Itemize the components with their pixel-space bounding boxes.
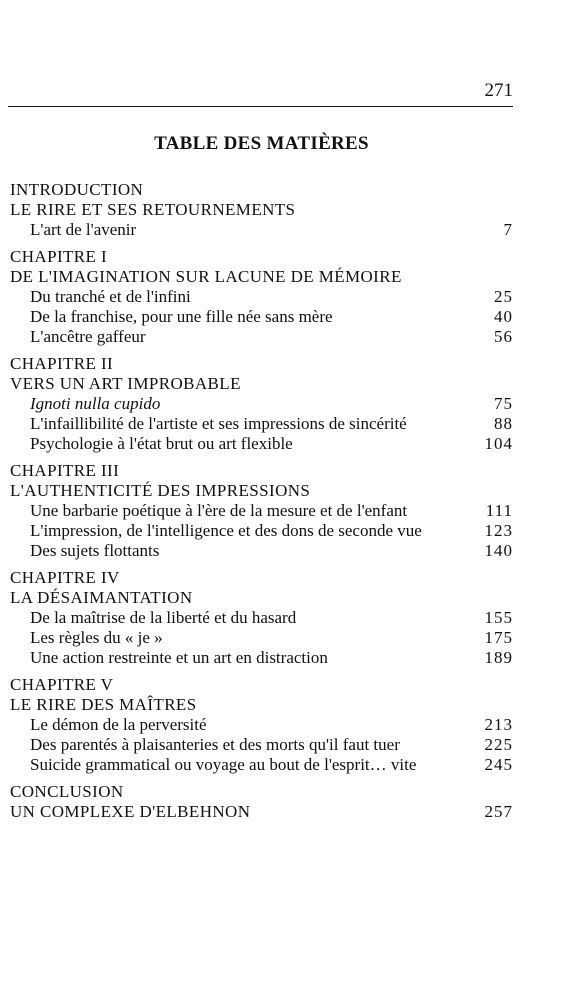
toc-section-chapter-3	[10, 461, 513, 561]
entry-page: 175	[484, 628, 513, 647]
entry-page: 257	[484, 802, 513, 821]
section-subtitle: UN COMPLEXE D'ELBEHNON	[10, 802, 251, 821]
entry-page: 140	[484, 541, 513, 560]
entry-page: 189	[484, 648, 513, 667]
entry-title: De la franchise, pour une fille née sans mère	[30, 307, 333, 326]
toc-entry[interactable]	[10, 521, 513, 541]
entry-title: Du tranché et de l'infini	[30, 287, 191, 306]
toc-entry[interactable]	[10, 628, 513, 648]
entry-page: 25	[494, 287, 513, 306]
entry-page: 56	[494, 327, 513, 346]
entry-title: Une action restreinte et un art en distraction	[30, 648, 328, 667]
entry-page: 213	[484, 715, 513, 734]
toc-entry[interactable]	[10, 501, 513, 521]
entry-title: Les règles du « je »	[30, 628, 163, 647]
entry-page: 7	[503, 220, 513, 239]
toc-section-chapter-5	[10, 675, 513, 775]
toc-section-chapter-4	[10, 568, 513, 668]
entry-title: Une barbarie poétique à l'ère de la mesure et de l'enfant	[30, 501, 408, 520]
entry-page: 40	[494, 307, 513, 326]
entry-title: Le démon de la perversité	[30, 715, 207, 734]
section-heading: INTRODUCTION	[10, 180, 144, 199]
toc-entry[interactable]	[10, 307, 513, 327]
page-number: 271	[484, 80, 513, 101]
section-subtitle: VERS UN ART IMPROBABLE	[10, 374, 241, 393]
toc-entry[interactable]	[10, 434, 513, 454]
entry-page: 225	[484, 735, 513, 754]
page-title: TABLE DES MATIÈRES	[154, 133, 369, 154]
entry-title: L'art de l'avenir	[30, 220, 137, 239]
entry-title: Des parentés à plaisanteries et des morts qu'il faut tuer	[30, 735, 400, 754]
section-heading: CHAPITRE II	[10, 354, 114, 373]
section-subtitle: LA DÉSAIMANTATION	[10, 588, 193, 607]
entry-page: 245	[484, 755, 513, 774]
entry-title: Des sujets flottants	[30, 541, 160, 560]
section-heading: CHAPITRE V	[10, 675, 114, 694]
section-subtitle: L'AUTHENTICITÉ DES IMPRESSIONS	[10, 481, 311, 500]
toc-entry[interactable]	[10, 608, 513, 628]
toc-entry[interactable]	[10, 541, 513, 561]
toc-section-introduction	[10, 180, 513, 240]
section-subtitle: DE L'IMAGINATION SUR LACUNE DE MÉMOIRE	[10, 267, 402, 286]
entry-page: 155	[484, 608, 513, 627]
toc-section-chapter-1	[10, 247, 513, 347]
toc-entry[interactable]	[10, 414, 513, 434]
toc-entry[interactable]	[10, 755, 513, 775]
toc-entry[interactable]	[10, 394, 513, 414]
header-rule	[8, 106, 513, 107]
section-heading: CONCLUSION	[10, 782, 124, 801]
entry-title: De la maîtrise de la liberté et du hasard	[30, 608, 297, 627]
entry-page: 75	[494, 394, 513, 413]
section-subtitle: LE RIRE ET SES RETOURNEMENTS	[10, 200, 296, 219]
section-heading: CHAPITRE IV	[10, 568, 120, 587]
entry-page: 123	[484, 521, 513, 540]
entry-title: L'infaillibilité de l'artiste et ses impressions de sincérité	[30, 414, 407, 433]
entry-page: 88	[494, 414, 513, 433]
toc-section-chapter-2	[10, 354, 513, 454]
section-subtitle: LE RIRE DES MAÎTRES	[10, 695, 197, 714]
entry-title: Ignoti nulla cupido	[30, 394, 161, 413]
entry-title: Suicide grammatical ou voyage au bout de l'esprit… vite	[30, 755, 417, 774]
section-heading: CHAPITRE I	[10, 247, 108, 266]
toc-entry[interactable]	[10, 715, 513, 735]
toc-entry[interactable]	[10, 648, 513, 668]
toc-section-conclusion	[10, 782, 513, 822]
entry-title: L'impression, de l'intelligence et des dons de seconde vue	[30, 521, 422, 540]
toc-entry[interactable]	[10, 327, 513, 347]
entry-page: 104	[484, 434, 513, 453]
toc-entry[interactable]	[10, 802, 513, 822]
entry-title: Psychologie à l'état brut ou art flexible	[30, 434, 293, 453]
table-of-contents	[10, 180, 513, 829]
toc-entry[interactable]	[10, 287, 513, 307]
entry-title: L'ancêtre gaffeur	[30, 327, 146, 346]
toc-entry[interactable]	[10, 735, 513, 755]
entry-page: 111	[485, 501, 513, 520]
toc-entry[interactable]	[10, 220, 513, 240]
section-heading: CHAPITRE III	[10, 461, 120, 480]
